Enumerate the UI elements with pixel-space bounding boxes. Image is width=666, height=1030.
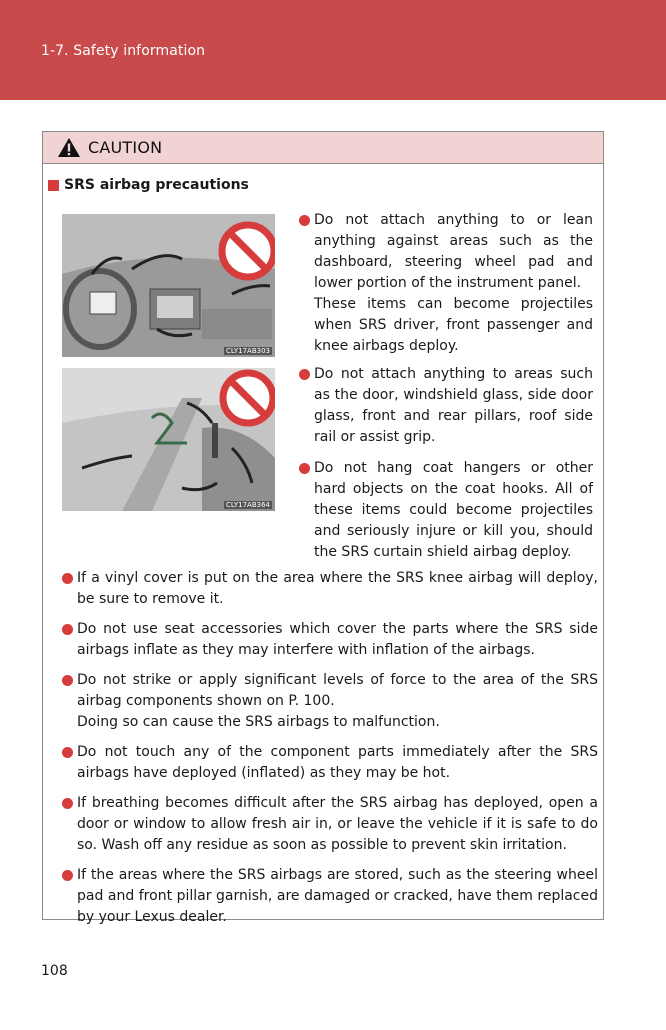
bullet-dot-icon <box>62 747 73 758</box>
page-header <box>0 0 666 100</box>
dashboard-figure <box>62 214 275 357</box>
figure-code: CLY17AB303 <box>226 347 270 355</box>
bullet-dot-icon <box>62 573 73 584</box>
list-item <box>62 865 598 928</box>
dashboard-illustration <box>62 214 275 357</box>
bullet-text: Do not attach anything to or lean anything against areas such as the dashboard, steering wheel pad and lower portion of the instrument panel. <box>314 212 593 291</box>
caution-header <box>43 132 603 164</box>
bullet-text: If the areas where the SRS airbags are stored, such as the steering wheel pad and front pillar garnish, are damaged or cracked, have them replaced by your Lexus dealer. <box>77 867 598 925</box>
bullet-dot-icon <box>62 624 73 635</box>
section-heading <box>48 177 249 193</box>
list-item <box>299 458 593 563</box>
right-bullets-2 <box>299 364 593 563</box>
bullet-dot-icon <box>62 870 73 881</box>
bullet-text: Do not use seat accessories which cover the parts where the SRS side airbags inflate as they may interfere with inflation of the airbags. <box>77 621 598 658</box>
list-item <box>62 793 598 856</box>
bullet-subtext: These items can become projectiles when SRS driver, front passenger and knee airbags deploy. <box>314 296 593 354</box>
bullet-subtext: Doing so can cause the SRS airbags to malfunction. <box>77 714 440 730</box>
list-item <box>62 670 598 733</box>
bullet-dot-icon <box>299 369 310 380</box>
list-item <box>299 210 593 357</box>
pillar-figure <box>62 368 275 511</box>
list-item <box>62 619 598 661</box>
caution-box <box>42 131 604 925</box>
bullet-text: If breathing becomes difficult after the SRS airbag has deployed, open a door or window to allow fresh air in, or leave the vehicle if it is safe to do so. Wash off any residue as soon as possible to prevent skin irritation. <box>77 795 598 853</box>
bullet-text: Do not hang coat hangers or other hard objects on the coat hooks. All of these items could become projectiles and seriously injure or kill you, should the SRS curtain shield airbag deploy. <box>314 460 593 560</box>
bullet-dot-icon <box>299 463 310 474</box>
square-bullet-icon <box>48 180 59 191</box>
bullet-dot-icon <box>299 215 310 226</box>
bullet-text: If a vinyl cover is put on the area where the SRS knee airbag will deploy, be sure to remove it. <box>77 570 598 607</box>
bullet-dot-icon <box>62 675 73 686</box>
bullet-text: Do not strike or apply significant levels of force to the area of the SRS airbag components shown on P. 100. <box>77 672 598 709</box>
bullet-dot-icon <box>62 798 73 809</box>
list-item <box>62 568 598 610</box>
bullet-text: Do not touch any of the component parts immediately after the SRS airbags have deployed (inflated) as they may be hot. <box>77 744 598 781</box>
right-bullet-1 <box>299 210 593 357</box>
warning-triangle-icon <box>57 137 81 158</box>
pillar-illustration <box>62 368 275 511</box>
chapter-title: 1-7. Safety information <box>41 43 206 59</box>
bullet-text: Do not attach anything to areas such as the door, windshield glass, side door glass, front and rear pillars, roof side rail or assist grip. <box>314 366 593 445</box>
page-number: 108 <box>41 963 68 979</box>
list-item <box>299 364 593 448</box>
section-heading-text: SRS airbag precautions <box>64 177 249 193</box>
bottom-bullet-list <box>62 568 598 937</box>
list-item <box>62 742 598 784</box>
figure-code: CLY17AB364 <box>226 501 270 509</box>
caution-title: CAUTION <box>88 138 163 157</box>
